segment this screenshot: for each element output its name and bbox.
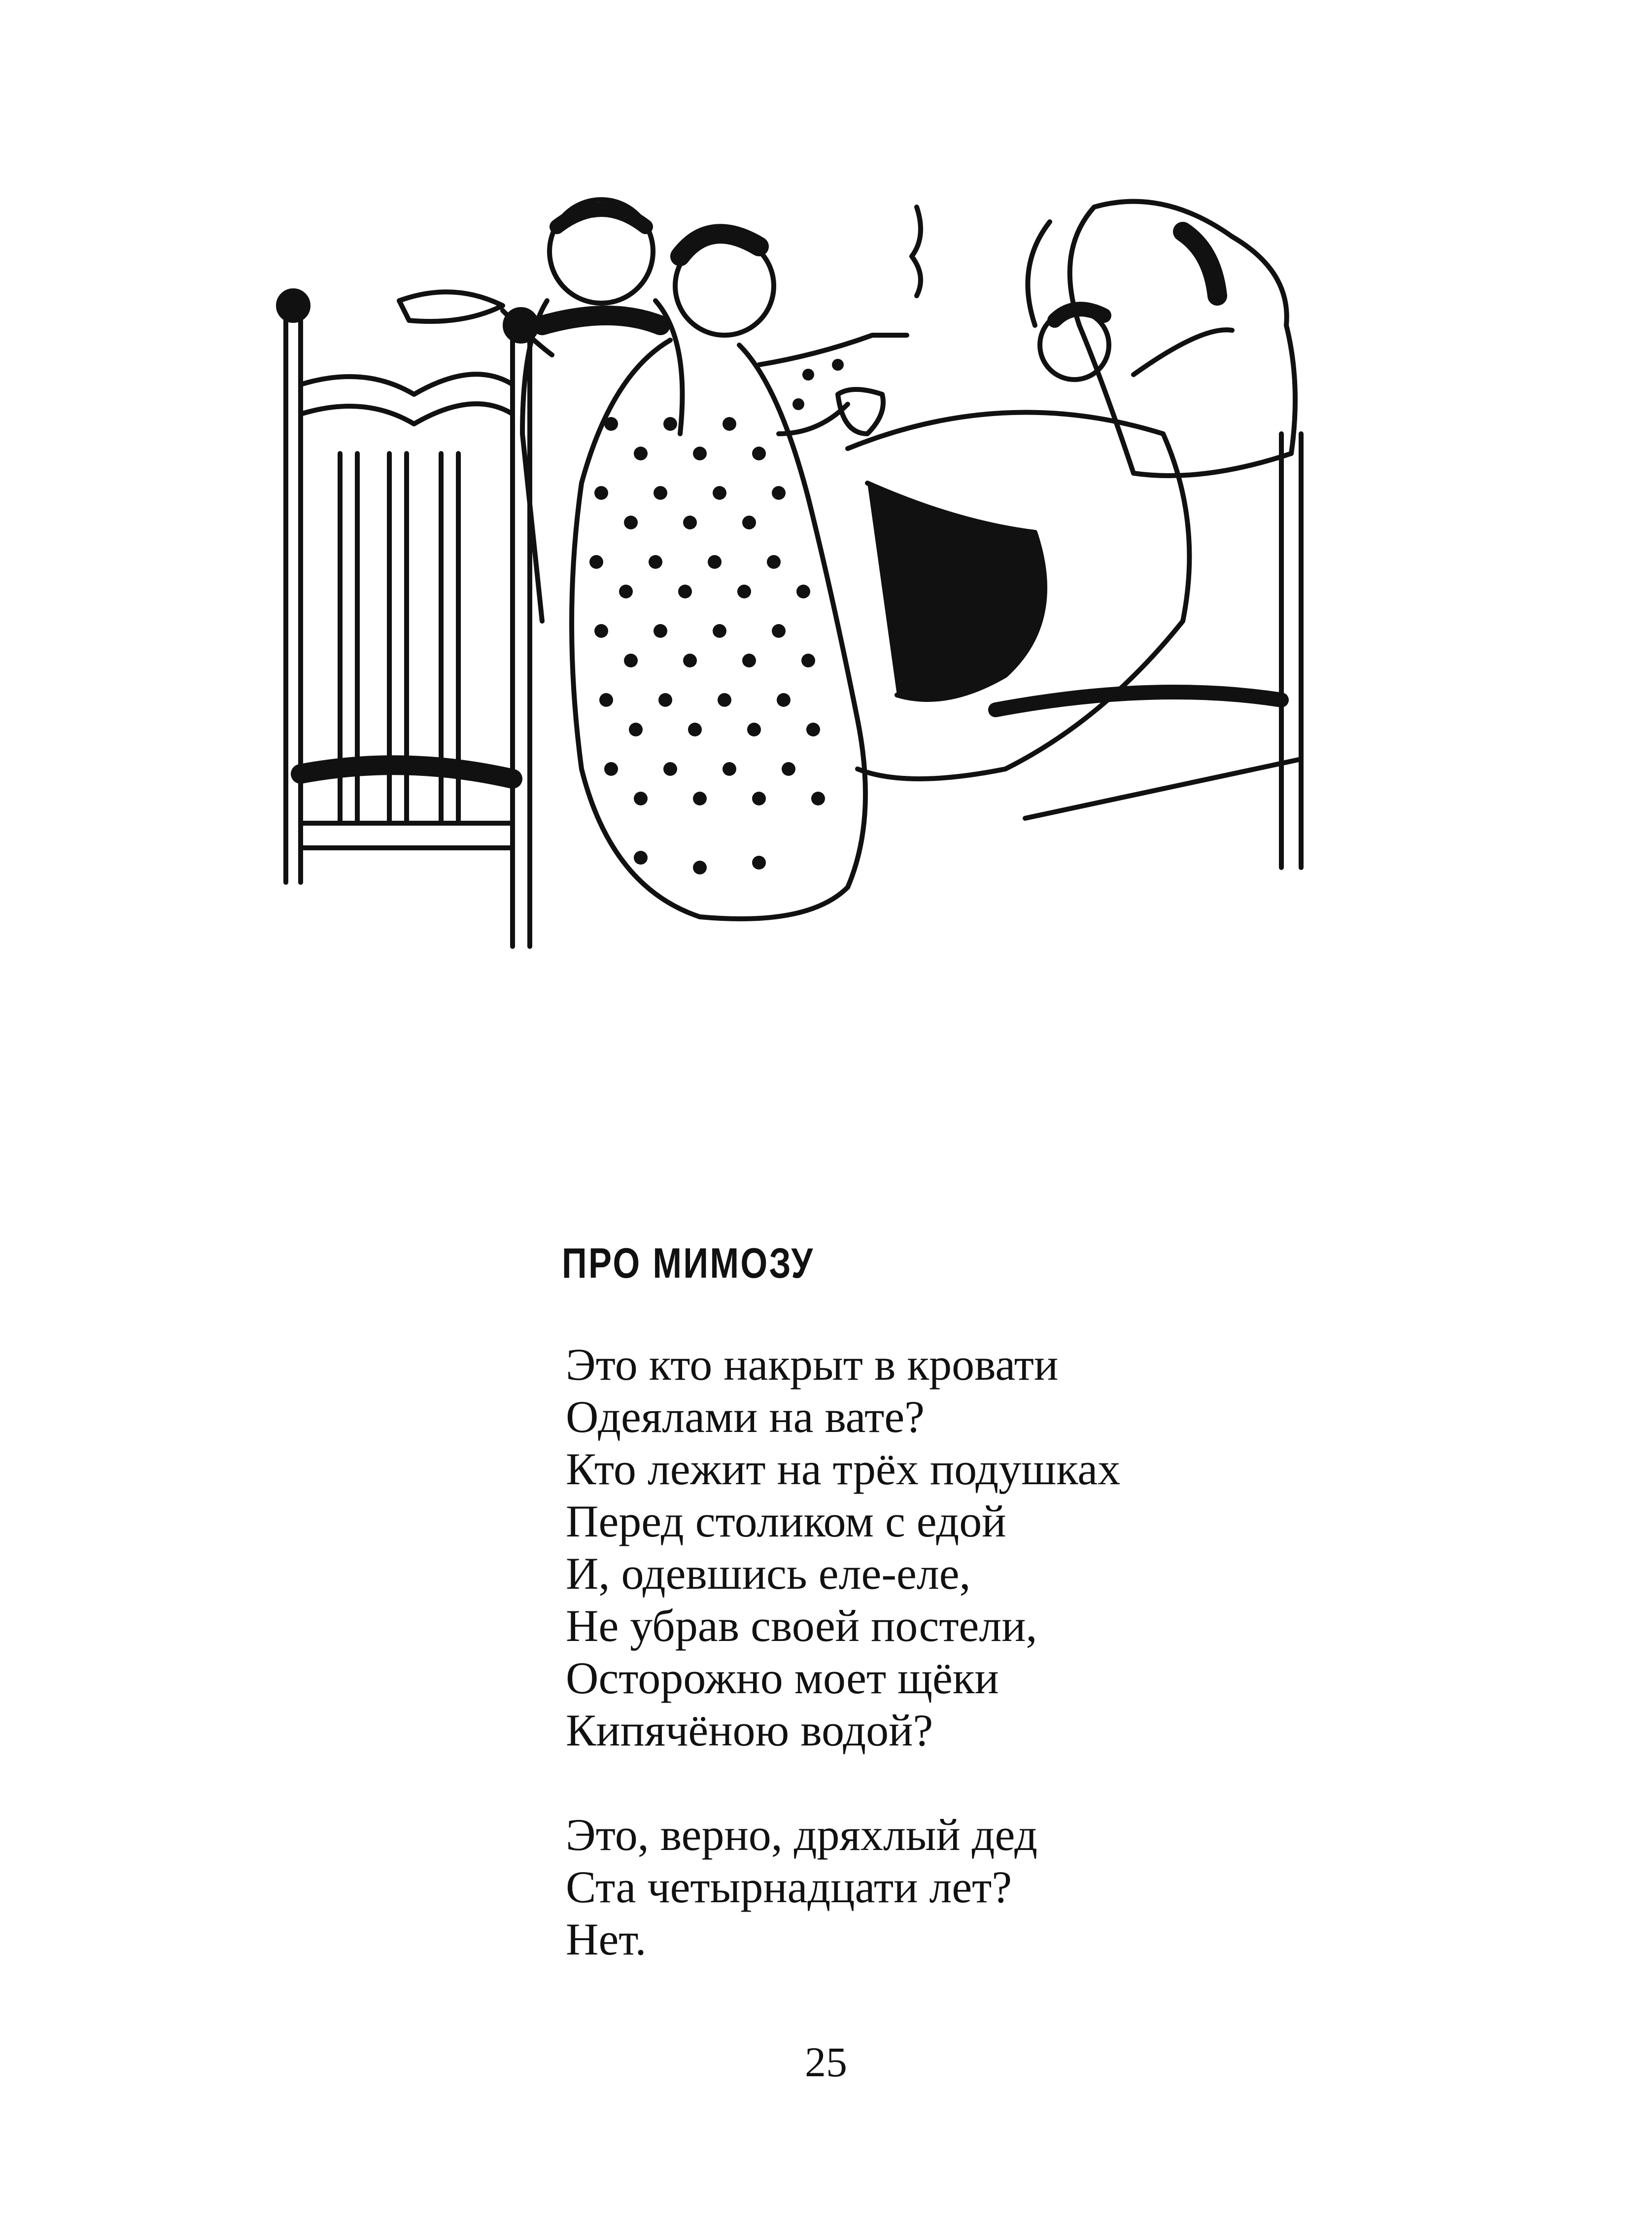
poem-line: Перед столиком с едой [566,1496,1006,1546]
poem-line: Осторожно моет щёки [566,1653,999,1703]
poem-line: Это кто накрыт в кровати [566,1339,1059,1390]
bedroom-scene-illustration [266,177,1380,956]
poem-line: И, одевшись еле-еле, [566,1548,971,1599]
stanza-2 [566,1809,1354,1965]
poem-line: Одеялами на вате? [566,1392,925,1442]
poem-line: Не убрав своей постели, [566,1601,1037,1651]
poem-title: ПРО МИМОЗУ [562,1240,815,1287]
stanza-1 [566,1338,1354,1756]
poem-body [566,1338,1354,2018]
poem-line: Ста четырнадцати лет? [566,1862,1012,1912]
poem-line: Кипячёною водой? [566,1705,933,1755]
poem-line: Это, верно, дряхлый дед [566,1810,1038,1860]
poem-line: Кто лежит на трёх подушках [566,1444,1121,1494]
poem-line: Нет. [566,1914,647,1964]
page-number: 25 [805,2038,847,2086]
